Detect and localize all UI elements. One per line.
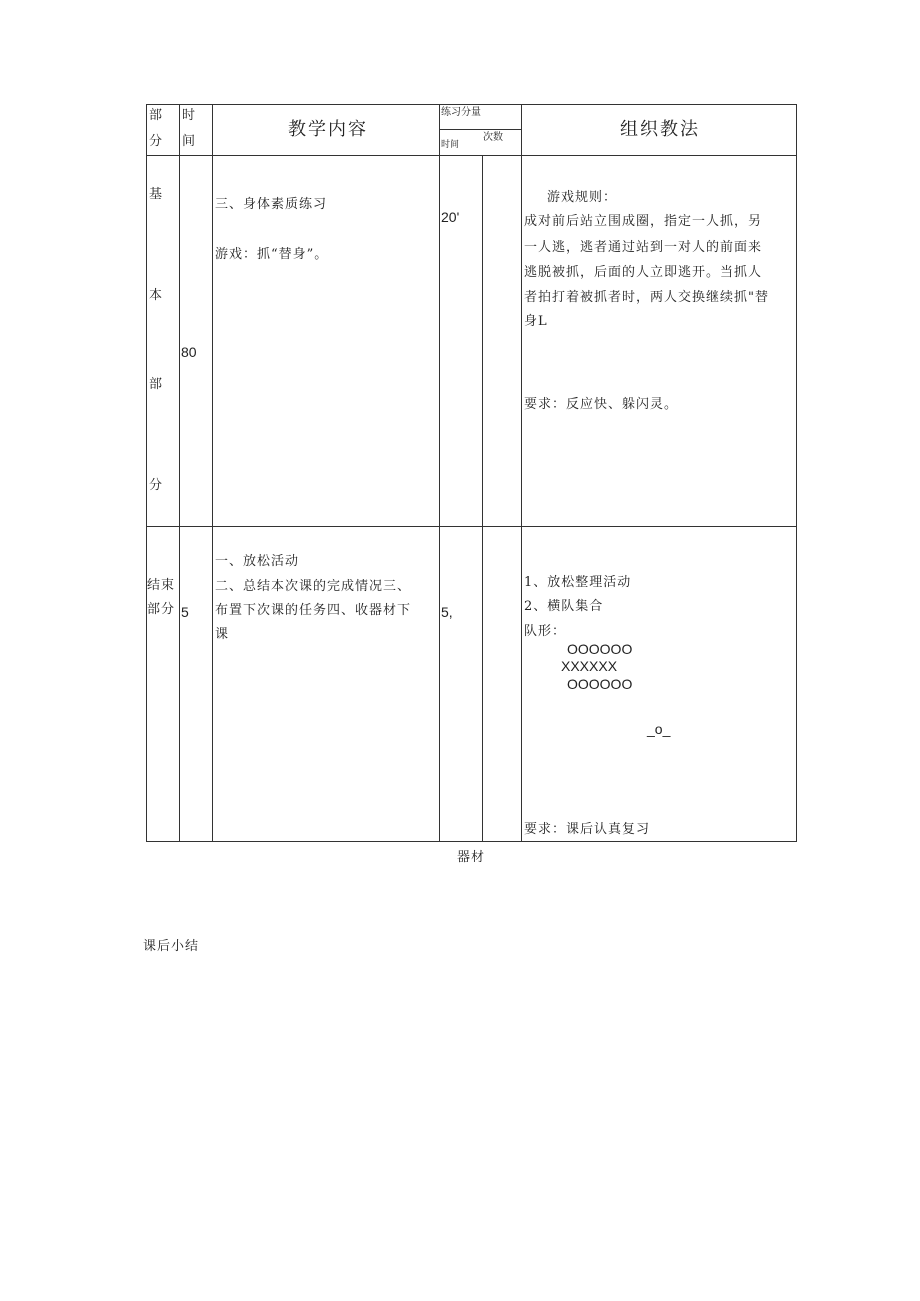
formation-row-3: OOOOOO xyxy=(567,676,633,692)
basic-method-rule-line-5: 身L xyxy=(524,314,548,329)
basic-method-rules-title: 游戏规则： xyxy=(547,190,618,205)
formation-row-1: OOOOOO xyxy=(567,641,633,657)
ending-content-line-1: 一、放松活动 xyxy=(215,554,300,569)
header-bottom-border xyxy=(146,155,797,156)
basic-content-title: 三、身体素质练习 xyxy=(215,197,328,212)
ending-method-line-1: 1、放松整理活动 xyxy=(524,575,632,590)
col-divider-content xyxy=(439,104,440,842)
ending-content-line-4: 课 xyxy=(215,627,230,642)
table-border-bottom xyxy=(146,841,797,842)
practice-header-divider xyxy=(439,129,521,130)
basic-time: 80 xyxy=(181,344,197,360)
basic-section-bottom-border xyxy=(146,526,797,527)
basic-section-char-1: 基 xyxy=(149,187,164,202)
basic-section-char-4: 分 xyxy=(149,478,164,493)
col-divider-method xyxy=(521,104,522,842)
ending-content-line-2: 二、总结本次课的完成情况三、 xyxy=(215,579,412,594)
ending-method-requirement: 要求：课后认真复习 xyxy=(524,822,651,837)
summary-label: 课后小结 xyxy=(143,939,200,954)
header-practice-count: 次数 xyxy=(483,132,503,143)
basic-section-char-3: 部 xyxy=(149,377,164,392)
col-divider-section xyxy=(179,104,180,842)
table-border-top xyxy=(146,104,797,105)
header-section-top: 部 xyxy=(149,108,164,123)
basic-content-game: 游戏：抓“替身”。 xyxy=(215,247,329,262)
basic-practice-time: 20' xyxy=(441,209,460,225)
header-practice-amount: 练习分量 xyxy=(441,107,481,118)
table-border-right xyxy=(796,104,797,842)
header-content: 教学内容 xyxy=(288,119,368,140)
header-time-bottom: 间 xyxy=(182,134,197,149)
header-section-bottom: 分 xyxy=(149,134,164,149)
basic-section-char-2: 本 xyxy=(149,288,164,303)
header-method: 组织教法 xyxy=(620,119,700,140)
table-border-left xyxy=(146,104,147,842)
basic-method-rule-line-2: 一人逃，逃者通过站到一对人的前面来 xyxy=(524,240,763,255)
ending-method-line-2: 2、横队集合 xyxy=(524,599,604,614)
header-time-top: 时 xyxy=(182,108,197,123)
equipment-label: 器材 xyxy=(457,850,486,865)
ending-practice-time: 5, xyxy=(441,604,453,620)
col-divider-time xyxy=(212,104,213,842)
basic-method-rule-line-1: 成对前后站立围成圈，指定一人抓，另 xyxy=(524,214,763,229)
formation-row-2: XXXXXX xyxy=(561,658,618,674)
ending-time: 5 xyxy=(181,604,189,620)
ending-method-line-3: 队形： xyxy=(524,624,567,639)
formation-teacher: _o_ xyxy=(647,721,671,737)
col-divider-practice xyxy=(482,155,483,842)
basic-method-rule-line-3: 逃脱被抓，后面的人立即逃开。当抓人 xyxy=(524,265,763,280)
basic-method-rule-line-4: 者拍打着被抓者时，两人交换继续抓"替 xyxy=(524,290,769,305)
ending-section-line-1: 结束 xyxy=(147,578,176,593)
basic-method-requirement: 要求：反应快、躲闪灵。 xyxy=(524,397,679,412)
ending-section-line-2: 部分 xyxy=(147,602,176,617)
header-practice-time: 时间 xyxy=(441,139,460,149)
ending-content-line-3: 布置下次课的任务四、收器材下 xyxy=(215,603,412,618)
